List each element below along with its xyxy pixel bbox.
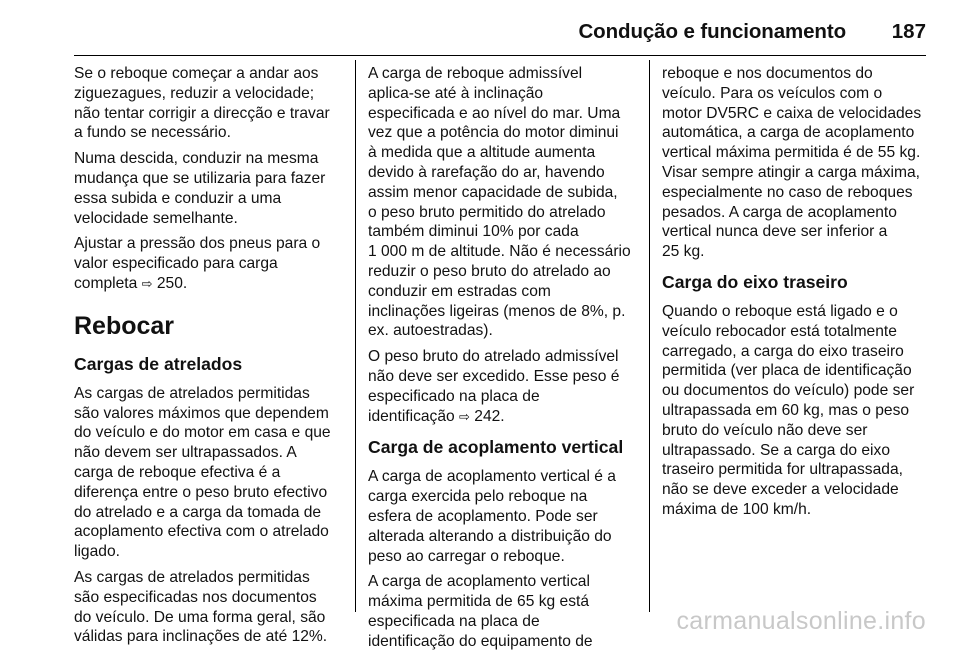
text-line: carga exercida pelo reboque na	[368, 488, 588, 506]
text-line: ultrapassado. Se a carga do eixo	[662, 441, 890, 459]
text-line: pesados. A carga de acoplamento	[662, 203, 897, 221]
page-number: 187	[891, 20, 926, 43]
text-line: traseiro permitida for ultrapassada,	[662, 461, 903, 479]
text-line: máxima permitida de 65 kg está	[368, 593, 590, 611]
text-line: A carga de reboque admissível	[368, 65, 583, 82]
text-line: Se o reboque começar a andar aos	[74, 65, 319, 82]
paragraph	[74, 384, 346, 562]
text-line: vertical nunca deve ser inferior a	[662, 223, 888, 241]
text-line: 25 kg.	[662, 243, 705, 261]
text-line: ex. autoestradas).	[368, 322, 493, 340]
text-line: Quando o reboque está ligado e o	[662, 302, 898, 320]
text-line: do veículo. De uma forma geral, são	[74, 608, 326, 626]
text-line: não devem ser ultrapassados. A	[74, 444, 297, 462]
section-title: Condução e funcionamento	[578, 20, 846, 43]
text-line: veículo. Para os veículos com o	[662, 84, 883, 102]
text-line: à medida que a altitude aumenta	[368, 144, 596, 162]
text-line: veículo rebocador está totalmente	[662, 322, 897, 340]
paragraph	[74, 149, 346, 228]
paragraph	[368, 64, 640, 341]
text-line: velocidade semelhante.	[74, 209, 238, 227]
section-heading: Carga do eixo traseiro	[662, 271, 848, 292]
text-line: especialmente no caso de reboques	[662, 183, 913, 201]
text-line: assim menor capacidade de subida,	[368, 183, 618, 201]
cross-reference-icon: ⇨	[141, 276, 153, 292]
text-line: Ajustar a pressão dos pneus para o	[74, 235, 321, 253]
text-line: inclinações ligeiras (menos de 8%, p.	[368, 302, 626, 320]
text-line: não se deve exceder a velocidade	[662, 481, 899, 499]
text-line: essa subida e conduzir a uma	[74, 189, 282, 207]
page-header	[74, 20, 926, 52]
text-line: permitida (ver placa de identificação	[662, 362, 912, 380]
text-line: ultrapassada em 60 kg, mas o peso	[662, 401, 910, 419]
paragraph	[74, 64, 346, 143]
text-line: esfera de acoplamento. Pode ser	[368, 507, 598, 525]
text-line: mudança que se utilizaria para fazer	[74, 169, 326, 187]
text-line: especificada na placa de	[368, 612, 540, 630]
paragraph	[662, 302, 932, 520]
chapter-heading: Rebocar	[74, 311, 175, 340]
text-line	[74, 274, 346, 295]
text-line: As cargas de atrelados permitidas	[74, 384, 310, 402]
text-line: bruto do veículo não deve ser	[662, 421, 868, 439]
text-line: aplica-se até à inclinação	[368, 84, 544, 102]
text-line: conduzir em estradas com	[368, 282, 551, 300]
text-line: ou documentos do veículo) pode ser	[662, 382, 915, 400]
paragraph	[368, 347, 640, 427]
column-divider	[355, 60, 356, 612]
text-line: carga de reboque efectiva é a	[74, 463, 281, 481]
text-line: Visar sempre atingir a carga máxima,	[662, 163, 920, 181]
text-line: a fundo se necessário.	[74, 124, 231, 142]
section-heading: Carga de acoplamento vertical	[368, 437, 624, 458]
paragraph	[368, 572, 640, 651]
text-line: do atrelado e a carga da tomada de	[74, 503, 322, 521]
text-line: válidas para inclinações de até 12%.	[74, 628, 328, 646]
paragraph	[662, 64, 932, 262]
paragraph	[368, 467, 640, 566]
text-line: reboque e nos documentos do	[662, 65, 873, 82]
text-line: não deve ser excedido. Esse peso é	[368, 367, 620, 385]
text-column-1	[74, 64, 346, 653]
watermark: carmanualsonline.info	[676, 607, 926, 635]
column-divider	[649, 60, 650, 612]
text-line: diferença entre o peso bruto efectivo	[74, 483, 328, 501]
text-line: identificação do equipamento de	[368, 632, 593, 650]
text-line: vertical máxima permitida é de 55 kg.	[662, 144, 921, 162]
header-divider	[74, 55, 926, 56]
text-line: ligado.	[74, 543, 120, 561]
page-reference-link[interactable]: 250.	[156, 274, 188, 292]
text-line: alterada alterando a distribuição do	[368, 527, 612, 545]
text-line: não tentar corrigir a direcção e travar	[74, 104, 330, 122]
text-column-2	[368, 64, 640, 658]
text-line: O peso bruto do atrelado admissível	[368, 348, 619, 366]
text-line: o peso bruto permitido do atrelado	[368, 203, 606, 221]
text-line: motor DV5RC e caixa de velocidades	[662, 104, 922, 122]
text-line: reduzir o peso bruto do atrelado ao	[368, 262, 611, 280]
paragraph	[74, 568, 346, 647]
text-line: automática, a carga de acoplamento	[662, 124, 915, 142]
text-line: valor especificado para carga	[74, 255, 278, 273]
text-line: ziguezagues, reduzir a velocidade;	[74, 84, 315, 102]
text-line: peso ao carregar o reboque.	[368, 547, 565, 565]
cross-reference-icon: ⇨	[459, 409, 470, 425]
text-line: especificado na placa de	[368, 387, 540, 405]
paragraph	[74, 234, 346, 294]
text-line: do veículo e do motor em casa e que	[74, 424, 331, 442]
text-line: carregado, a carga do eixo traseiro	[662, 342, 904, 360]
text-line: acoplamento efectiva com o atrelado	[74, 523, 329, 541]
text-line: 1 000 m de altitude. Não é necessário	[368, 243, 631, 261]
text-line: A carga de acoplamento vertical é a	[368, 468, 616, 486]
text-column-3	[662, 64, 932, 526]
text-line: são valores máximos que dependem	[74, 404, 329, 422]
text-fragment: identificação	[368, 407, 455, 425]
text-line: também diminui 10% por cada	[368, 223, 579, 241]
text-line: A carga de acoplamento vertical	[368, 573, 590, 591]
text-line: são especificadas nos documentos	[74, 588, 317, 606]
text-line: vez que a potência do motor diminui	[368, 124, 619, 142]
text-line: especificada e ao nível do mar. Uma	[368, 104, 621, 122]
section-heading: Cargas de atrelados	[74, 353, 243, 374]
text-line: Numa descida, conduzir na mesma	[74, 150, 319, 168]
text-fragment: completa	[74, 274, 138, 292]
text-line	[368, 407, 640, 428]
text-line: máxima de 100 km/h.	[662, 500, 812, 518]
text-line: As cargas de atrelados permitidas	[74, 568, 310, 586]
page-reference-link[interactable]: 242.	[474, 407, 505, 425]
text-line: devido à rarefação do ar, havendo	[368, 163, 605, 181]
